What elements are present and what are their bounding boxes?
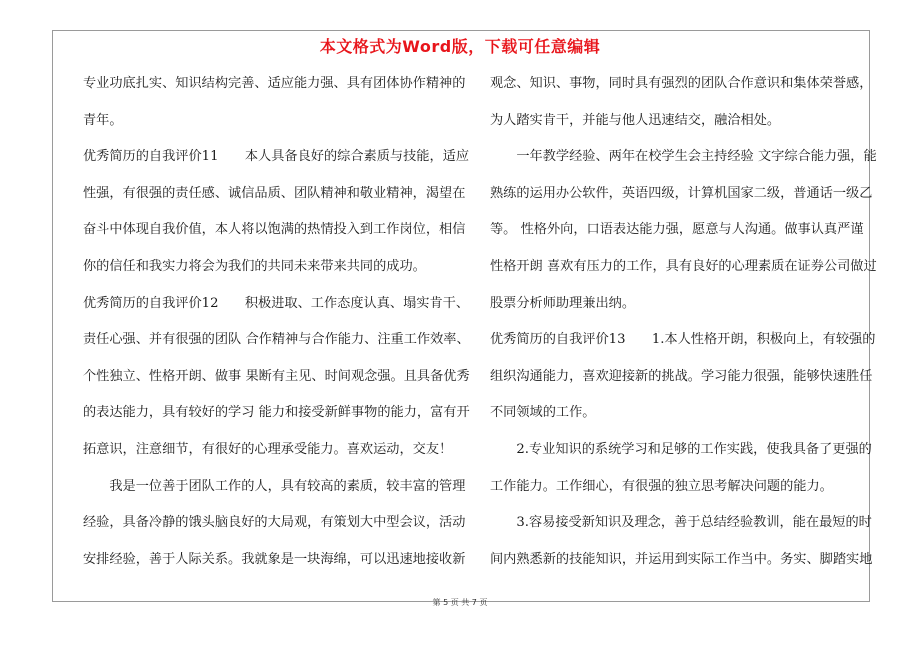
text-line: 等。 性格外向，口语表达能力强，愿意与人沟通。做事认真严谨 (490, 222, 864, 238)
text-line: 个性独立、性格开朗、做事 果断有主见、时间观念强。且具备优秀 (83, 368, 470, 384)
text-line: 2.专业知识的系统学习和足够的工作实践，使我具备了更强的 (490, 441, 872, 457)
text-line: 安排经验，善于人际关系。我就象是一块海绵，可以迅速地接收新 (83, 551, 466, 567)
text-line: 工作能力。工作细心，有很强的独立思考解决问题的能力。 (490, 478, 833, 494)
text-line: 一年教学经验、两年在校学生会主持经验 文字综合能力强，能 (490, 149, 877, 165)
text-line: 股票分析师助理兼出纳。 (490, 295, 636, 311)
text-line: 经验，具备冷静的饿头脑良好的大局观，有策划大中型会议，活动 (83, 515, 466, 531)
text-line: 间内熟悉新的技能知识，并运用到实际工作当中。务实、脚踏实地 (490, 551, 873, 567)
text-line: 不同领域的工作。 (490, 405, 596, 421)
text-line: 熟练的运用办公软件，英语四级，计算机国家二级，普通话一级乙 (490, 185, 873, 201)
page-number-footer: 第 5 页 共 7 页 (432, 598, 488, 607)
text-line: 性格开朗 喜欢有压力的工作，具有良好的心理素质在证券公司做过 (490, 258, 877, 274)
text-line: 为人踏实肯干，并能与他人迅速结交，融洽相处。 (490, 112, 781, 128)
text-line: 优秀简历的自我评价12 积极进取、工作态度认真、塌实肯干、 (83, 295, 470, 311)
text-line: 你的信任和我实力将会为我们的共同未来带来共同的成功。 (83, 258, 426, 274)
text-line: 我是一位善于团队工作的人，具有较高的素质，较丰富的管理 (83, 478, 466, 494)
text-line: 青年。 (83, 112, 123, 128)
left-column (83, 72, 470, 584)
format-banner: 本文格式为Word版，下载可任意编辑 (319, 37, 601, 56)
text-line: 的表达能力，具有较好的学习 能力和接受新鲜事物的能力，富有开 (83, 405, 470, 421)
text-line: 性强，有很强的责任感、诚信品质、团队精神和敬业精神，渴望在 (83, 185, 466, 201)
text-line: 奋斗中体现自我价值，本人将以饱满的热情投入到工作岗位，相信 (83, 222, 466, 238)
text-line: 责任心强、并有很强的团队 合作精神与合作能力、注重工作效率、 (83, 332, 470, 348)
text-line: 拓意识，注意细节，有很好的心理承受能力。喜欢运动，交友！ (83, 441, 453, 457)
text-line: 3.容易接受新知识及理念，善于总结经验教训，能在最短的时 (490, 515, 872, 531)
text-line: 专业功底扎实、知识结构完善、适应能力强、具有团体协作精神的 (83, 76, 466, 91)
text-line: 优秀简历的自我评价13 1.本人性格开朗，积极向上，有较强的 (490, 332, 876, 348)
text-line: 观念、知识、事物，同时具有强烈的团队合作意识和集体荣誉感， (490, 76, 873, 91)
right-column (490, 72, 877, 584)
text-line: 组织沟通能力，喜欢迎接新的挑战。学习能力很强，能够快速胜任 (490, 368, 873, 384)
text-line: 优秀简历的自我评价11 本人具备良好的综合素质与技能，适应 (83, 149, 470, 165)
